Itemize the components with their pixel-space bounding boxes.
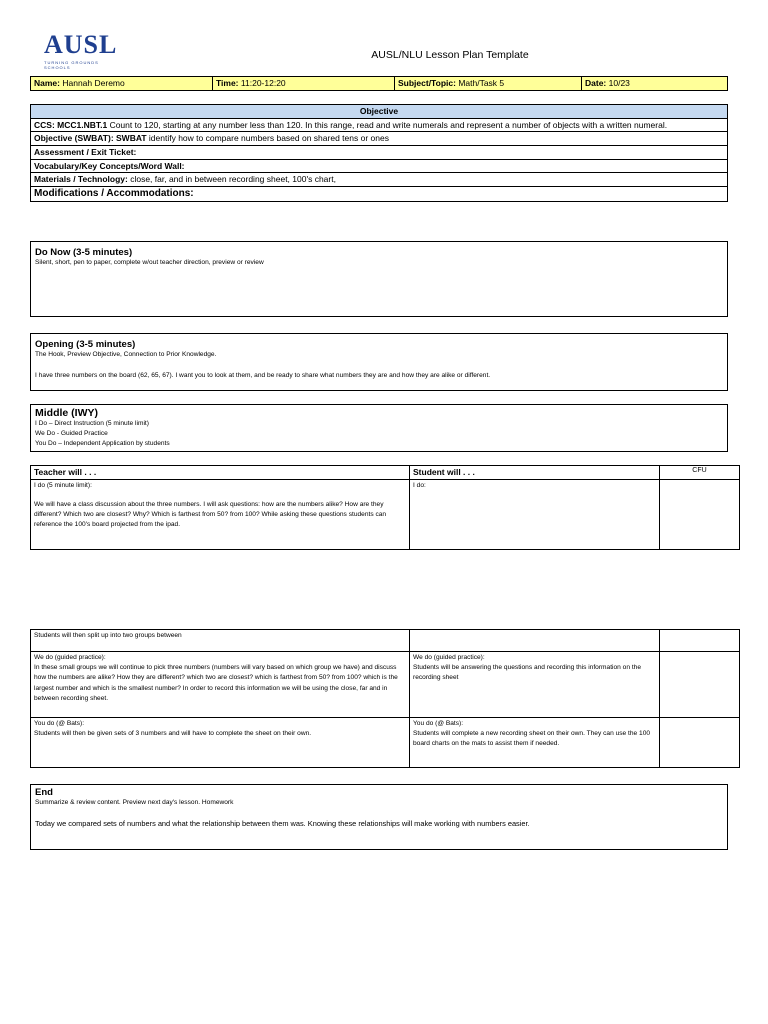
wedo-teacher-text: In these small groups we will continue to pick three numbers (numbers will vary based on which group we have) and discuss how the numbers are alike? How they are different? which two are closest? which is farthest from 50? from 100? which is the largest number and which is the smallest number? In order to record this information we will be using the close, far and in between recording sheet.	[34, 664, 398, 702]
do-now-subtitle: Silent, short, pen to paper, complete w/out teacher direction, preview or review	[35, 259, 264, 266]
date-value: 10/23	[608, 78, 630, 88]
iwy-table	[30, 465, 740, 550]
teacher-will-header: Teacher will . . .	[31, 466, 410, 480]
opening-box	[30, 333, 728, 391]
middle-youdo: You Do – Independent Application by students	[35, 439, 170, 447]
split-student-cell	[410, 630, 660, 652]
name-cell: Name: Hannah Deremo	[31, 77, 213, 91]
wedo-teacher-cell	[31, 652, 410, 718]
end-subtitle: Summarize & review content. Preview next day's lesson. Homework	[35, 799, 234, 806]
objective-header: Objective	[31, 105, 728, 119]
materials-row: Materials / Technology: close, far, and in between recording sheet, 100's chart,	[31, 173, 728, 187]
opening-subtitle: The Hook, Preview Objective, Connection to Prior Knowledge.	[35, 351, 217, 358]
time-value: 11:20-12:20	[240, 78, 286, 88]
youdo-student-text: Students will complete a new recording sheet on their own. They can use the 100 board charts on the mats to assist them if needed.	[413, 730, 651, 748]
subject-cell: Subject/Topic: Math/Task 5	[395, 77, 582, 91]
youdo-teacher-text: Students will then be given sets of 3 numbers and will have to complete the sheet on their own.	[34, 730, 312, 738]
youdo-teacher-heading: You do (@ Bats):	[34, 720, 85, 727]
opening-text: I have three numbers on the board (62, 65, 67). I want you to look at them, and be ready to share what numbers they are and how they are alike or different.	[35, 371, 491, 379]
end-title: End	[35, 787, 53, 798]
subject-value: Math/Task 5	[458, 78, 505, 88]
end-text: Today we compared sets of numbers and what the relationship between them was. Knowing these relationships will make working with numbers easier.	[35, 818, 530, 828]
iwy-table-continued	[30, 629, 740, 768]
wedo-cfu-cell	[660, 652, 740, 718]
split-groups-cell: Students will then split up into two groups between	[31, 630, 410, 652]
do-now-box	[30, 241, 728, 317]
assessment-row: Assessment / Exit Ticket:	[31, 145, 728, 159]
wedo-student-cell	[410, 652, 660, 718]
modifications-row: Modifications / Accommodations:	[31, 186, 728, 202]
middle-wedo: We Do - Guided Practice	[35, 429, 108, 437]
time-cell: Time: 11:20-12:20	[213, 77, 395, 91]
wedo-student-heading: We do (guided practice):	[413, 654, 485, 661]
middle-box	[30, 404, 728, 452]
logo-text: AUSL	[44, 30, 118, 59]
ido-teacher-text: We will have a class discussion about the three numbers. I will ask questions: how are the numbers alike? How are they different? Which two are closest? Why? Which is farthest from 50? from 100? While asking these questions students can reference the 100's board projected from the ipad.	[34, 500, 387, 529]
ido-cfu-cell	[660, 479, 740, 549]
document-title: AUSL/NLU Lesson Plan Template	[371, 49, 529, 61]
youdo-teacher-cell	[31, 718, 410, 768]
opening-title: Opening (3-5 minutes)	[35, 339, 136, 350]
ido-teacher-heading: I do (5 minute limit):	[34, 481, 92, 489]
cfu-header: CFU	[660, 466, 740, 480]
ausl-logo	[44, 30, 124, 74]
do-now-title: Do Now (3-5 minutes)	[35, 247, 133, 258]
logo-tagline: TURNING GROUNDS SCHOOLS	[44, 60, 99, 70]
split-cfu-cell	[660, 630, 740, 652]
ido-student-cell	[410, 479, 660, 549]
wedo-teacher-heading: We do (guided practice):	[34, 654, 106, 661]
middle-title: Middle (IWY)	[35, 407, 98, 419]
middle-ido: I Do – Direct Instruction (5 minute limit)	[35, 420, 149, 427]
youdo-cfu-cell	[660, 718, 740, 768]
youdo-student-heading: You do (@ Bats):	[413, 720, 464, 727]
ido-teacher-cell	[31, 479, 410, 549]
end-box	[30, 784, 728, 850]
youdo-student-cell	[410, 718, 660, 768]
ido-student-heading: I do:	[413, 481, 426, 489]
date-cell: Date: 10/23	[582, 77, 728, 91]
ccs-row: CCS: MCC1.NBT.1 Count to 120, starting at any number less than 120. In this range, read and write numerals and represent a number of objects with a written numeral.	[31, 118, 728, 132]
student-will-header: Student will . . .	[410, 466, 660, 480]
swbat-row: Objective (SWBAT): SWBAT identify how to compare numbers based on shared tens or ones	[31, 132, 728, 146]
name-value: Hannah Deremo	[62, 78, 125, 88]
vocabulary-row: Vocabulary/Key Concepts/Word Wall:	[31, 159, 728, 173]
objective-table	[30, 104, 728, 202]
wedo-student-text: Students will be answering the questions and recording this information on the recording sheet	[413, 664, 641, 682]
header-row-table	[30, 76, 728, 91]
